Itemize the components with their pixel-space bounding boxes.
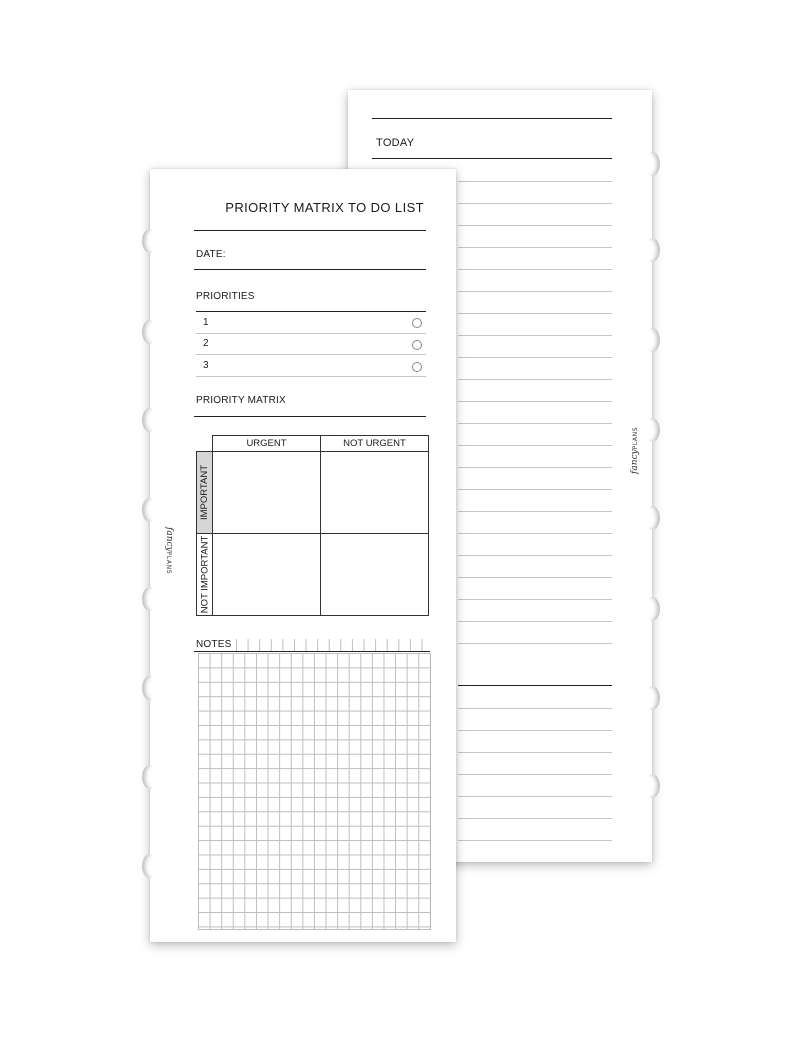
disc-notch [142,587,158,611]
disc-notch [142,229,158,253]
notes-grid-top [236,639,430,651]
ruled-line [458,511,612,512]
disc-notch [644,774,660,798]
ruled-line [458,730,612,731]
ruled-line [458,401,612,402]
disc-notch [644,152,660,176]
matrix-cell-important-urgent[interactable] [212,451,321,534]
priorities-label: PRIORITIES [196,291,255,302]
ruled-line [458,467,612,468]
disc-notch [644,238,660,262]
fancy-plans-logo [630,427,640,474]
matrix-underline [194,416,426,417]
ruled-line [458,225,612,226]
priority-line [196,333,426,334]
logo-small: PLANS [632,426,639,450]
priority-matrix-label: PRIORITY MATRIX [196,395,286,406]
disc-notch [142,408,158,432]
disc-notch [644,328,660,352]
ruled-line [458,752,612,753]
ruled-line [458,291,612,292]
title-underline [194,230,426,231]
ruled-line [458,555,612,556]
ruled-line [458,533,612,534]
ruled-line [458,840,612,841]
disc-notch [644,506,660,530]
disc-notch [644,597,660,621]
ruled-line [458,621,612,622]
fancy-plans-logo [164,527,174,574]
matrix-row-text: NOT IMPORTANT [199,535,210,614]
ruled-line [458,818,612,819]
priority-number: 2 [203,338,209,349]
priorities-underline [196,311,426,312]
priority-checkbox[interactable] [412,318,422,328]
disc-notch [142,498,158,522]
disc-notch [644,686,660,710]
ruled-line [458,313,612,314]
ruled-line [458,577,612,578]
matrix-row-text: IMPORTANT [199,464,211,521]
ruled-line [458,357,612,358]
date-line[interactable] [194,269,426,270]
disc-notch [142,676,158,700]
disc-notch [142,765,158,789]
priority-line [196,376,426,377]
matrix-header-urgent [212,435,321,452]
disc-notch [644,418,660,442]
disc-notch [142,320,158,344]
today-label: TODAY [376,137,415,149]
notes-grid[interactable] [198,653,431,930]
disc-notch [142,854,158,878]
ruled-line [458,599,612,600]
priority-checkbox[interactable] [412,362,422,372]
matrix-header-text: NOT URGENT [343,438,406,449]
ruled-line [458,445,612,446]
ruled-line [458,269,612,270]
section-divider [458,685,612,686]
today-underline [372,158,612,159]
matrix-row-important [196,451,213,534]
notes-underline [194,651,430,652]
priority-number: 3 [203,360,209,371]
ruled-line [458,379,612,380]
date-label: DATE: [196,249,226,260]
matrix-header-text: URGENT [246,438,287,449]
header-line [372,118,612,119]
page-title: PRIORITY MATRIX TO DO LIST [225,200,424,215]
ruled-line [458,489,612,490]
ruled-line [458,643,612,644]
priority-number: 1 [203,317,209,328]
matrix-row-not-important [196,533,213,616]
matrix-cell-not-important-not-urgent[interactable] [320,533,429,616]
ruled-line [458,774,612,775]
front-page-priority-matrix [150,169,456,942]
notes-label: NOTES [196,639,232,650]
ruled-line [458,247,612,248]
priority-line [196,354,426,355]
logo-small: PLANS [165,551,172,575]
priority-checkbox[interactable] [412,340,422,350]
matrix-cell-not-important-urgent[interactable] [212,533,321,616]
ruled-line [458,335,612,336]
logo-script: fancy [164,527,174,552]
matrix-cell-important-not-urgent[interactable] [320,451,429,534]
matrix-header-not-urgent [320,435,429,452]
ruled-line [458,796,612,797]
ruled-line [458,708,612,709]
ruled-line [458,181,612,182]
ruled-line [458,423,612,424]
logo-script: fancy [630,449,640,474]
ruled-line [458,203,612,204]
